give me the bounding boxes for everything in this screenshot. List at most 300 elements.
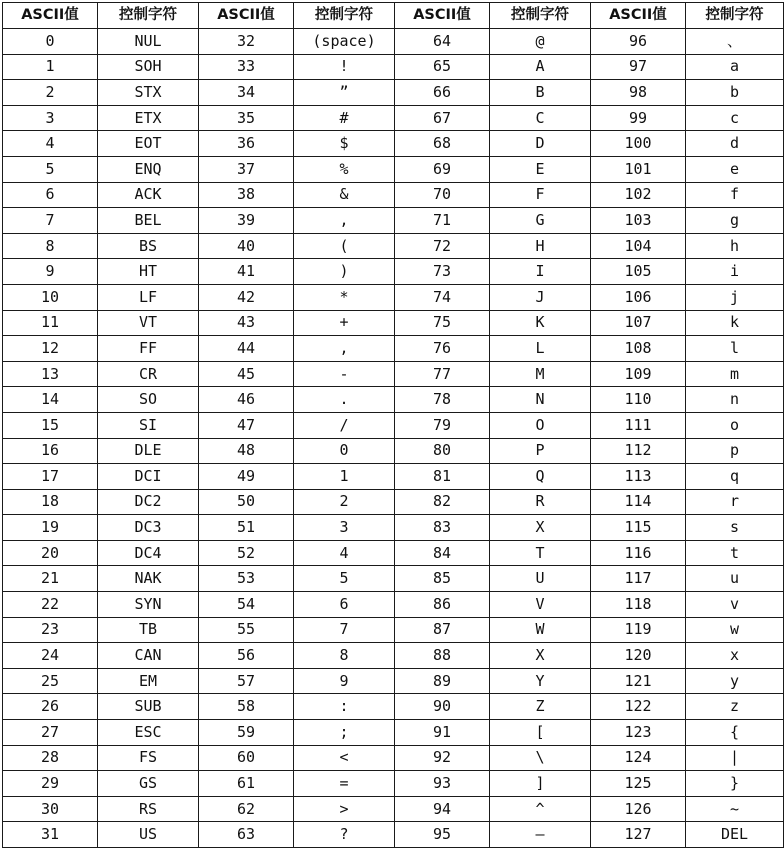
ascii-value-cell: 103 xyxy=(591,208,686,234)
ascii-value-cell: 80 xyxy=(395,438,490,464)
ascii-value-cell: 32 xyxy=(199,29,294,55)
ascii-value-cell: 44 xyxy=(199,336,294,362)
char-cell: > xyxy=(294,796,395,822)
char-cell: ENQ xyxy=(98,156,199,182)
ascii-value-cell: 109 xyxy=(591,361,686,387)
char-cell: (space) xyxy=(294,29,395,55)
char-cell: 、 xyxy=(686,29,784,55)
ascii-value-cell: 45 xyxy=(199,361,294,387)
ascii-value-cell: 86 xyxy=(395,592,490,618)
char-cell: NUL xyxy=(98,29,199,55)
ascii-value-cell: 5 xyxy=(3,156,98,182)
ascii-value-cell: 97 xyxy=(591,54,686,80)
header-ascii-value: ASCII值 xyxy=(199,3,294,29)
char-cell: 0 xyxy=(294,438,395,464)
char-cell: m xyxy=(686,361,784,387)
ascii-value-cell: 114 xyxy=(591,489,686,515)
ascii-value-cell: 0 xyxy=(3,29,98,55)
char-cell: 3 xyxy=(294,515,395,541)
char-cell: 7 xyxy=(294,617,395,643)
char-cell: h xyxy=(686,233,784,259)
char-cell: SYN xyxy=(98,592,199,618)
char-cell: B xyxy=(490,80,591,106)
ascii-value-cell: 51 xyxy=(199,515,294,541)
ascii-value-cell: 83 xyxy=(395,515,490,541)
ascii-value-cell: 18 xyxy=(3,489,98,515)
ascii-value-cell: 100 xyxy=(591,131,686,157)
char-cell: Z xyxy=(490,694,591,720)
char-cell: e xyxy=(686,156,784,182)
char-cell: — xyxy=(490,822,591,848)
table-row xyxy=(3,29,784,55)
ascii-value-cell: 105 xyxy=(591,259,686,285)
char-cell: ACK xyxy=(98,182,199,208)
char-cell: q xyxy=(686,464,784,490)
ascii-value-cell: 124 xyxy=(591,745,686,771)
header-control-char: 控制字符 xyxy=(98,3,199,29)
ascii-value-cell: 79 xyxy=(395,412,490,438)
ascii-value-cell: 75 xyxy=(395,310,490,336)
ascii-value-cell: 23 xyxy=(3,617,98,643)
char-cell: ] xyxy=(490,771,591,797)
ascii-value-cell: 2 xyxy=(3,80,98,106)
char-cell: GS xyxy=(98,771,199,797)
char-cell: v xyxy=(686,592,784,618)
char-cell: W xyxy=(490,617,591,643)
table-row xyxy=(3,233,784,259)
ascii-value-cell: 48 xyxy=(199,438,294,464)
char-cell: [ xyxy=(490,720,591,746)
table-row xyxy=(3,796,784,822)
table-row xyxy=(3,592,784,618)
header-control-char: 控制字符 xyxy=(490,3,591,29)
table-row xyxy=(3,720,784,746)
char-cell: DC3 xyxy=(98,515,199,541)
char-cell: A xyxy=(490,54,591,80)
ascii-value-cell: 7 xyxy=(3,208,98,234)
ascii-value-cell: 112 xyxy=(591,438,686,464)
ascii-value-cell: 8 xyxy=(3,233,98,259)
ascii-value-cell: 92 xyxy=(395,745,490,771)
char-cell: * xyxy=(294,284,395,310)
table-row xyxy=(3,412,784,438)
char-cell: Q xyxy=(490,464,591,490)
ascii-value-cell: 115 xyxy=(591,515,686,541)
char-cell: f xyxy=(686,182,784,208)
ascii-value-cell: 65 xyxy=(395,54,490,80)
char-cell: x xyxy=(686,643,784,669)
ascii-value-cell: 31 xyxy=(3,822,98,848)
char-cell: ? xyxy=(294,822,395,848)
char-cell: z xyxy=(686,694,784,720)
char-cell: 4 xyxy=(294,540,395,566)
char-cell: DC4 xyxy=(98,540,199,566)
table-row xyxy=(3,668,784,694)
ascii-value-cell: 110 xyxy=(591,387,686,413)
char-cell: i xyxy=(686,259,784,285)
char-cell: Y xyxy=(490,668,591,694)
char-cell: M xyxy=(490,361,591,387)
ascii-value-cell: 22 xyxy=(3,592,98,618)
ascii-value-cell: 26 xyxy=(3,694,98,720)
ascii-value-cell: 12 xyxy=(3,336,98,362)
ascii-value-cell: 81 xyxy=(395,464,490,490)
ascii-value-cell: 87 xyxy=(395,617,490,643)
char-cell: FF xyxy=(98,336,199,362)
ascii-value-cell: 122 xyxy=(591,694,686,720)
header-row xyxy=(3,3,784,29)
ascii-value-cell: 67 xyxy=(395,105,490,131)
ascii-value-cell: 27 xyxy=(3,720,98,746)
table-row xyxy=(3,438,784,464)
ascii-value-cell: 93 xyxy=(395,771,490,797)
char-cell: EM xyxy=(98,668,199,694)
ascii-value-cell: 73 xyxy=(395,259,490,285)
char-cell: k xyxy=(686,310,784,336)
char-cell: O xyxy=(490,412,591,438)
ascii-value-cell: 41 xyxy=(199,259,294,285)
char-cell: H xyxy=(490,233,591,259)
char-cell: t xyxy=(686,540,784,566)
ascii-value-cell: 74 xyxy=(395,284,490,310)
table-row xyxy=(3,515,784,541)
ascii-value-cell: 108 xyxy=(591,336,686,362)
ascii-value-cell: 88 xyxy=(395,643,490,669)
char-cell: U xyxy=(490,566,591,592)
ascii-value-cell: 116 xyxy=(591,540,686,566)
char-cell: @ xyxy=(490,29,591,55)
ascii-value-cell: 29 xyxy=(3,771,98,797)
char-cell: E xyxy=(490,156,591,182)
char-cell: c xyxy=(686,105,784,131)
ascii-value-cell: 28 xyxy=(3,745,98,771)
char-cell: R xyxy=(490,489,591,515)
table-body xyxy=(3,29,784,848)
char-cell: ” xyxy=(294,80,395,106)
char-cell: SO xyxy=(98,387,199,413)
ascii-value-cell: 60 xyxy=(199,745,294,771)
char-cell: BEL xyxy=(98,208,199,234)
ascii-value-cell: 107 xyxy=(591,310,686,336)
ascii-value-cell: 46 xyxy=(199,387,294,413)
ascii-value-cell: 121 xyxy=(591,668,686,694)
ascii-value-cell: 98 xyxy=(591,80,686,106)
char-cell: s xyxy=(686,515,784,541)
char-cell: 1 xyxy=(294,464,395,490)
char-cell: r xyxy=(686,489,784,515)
char-cell: DEL xyxy=(686,822,784,848)
char-cell: VT xyxy=(98,310,199,336)
ascii-value-cell: 35 xyxy=(199,105,294,131)
char-cell: US xyxy=(98,822,199,848)
char-cell: EOT xyxy=(98,131,199,157)
char-cell: < xyxy=(294,745,395,771)
ascii-value-cell: 64 xyxy=(395,29,490,55)
ascii-value-cell: 36 xyxy=(199,131,294,157)
ascii-value-cell: 95 xyxy=(395,822,490,848)
ascii-value-cell: 50 xyxy=(199,489,294,515)
char-cell: BS xyxy=(98,233,199,259)
ascii-value-cell: 10 xyxy=(3,284,98,310)
char-cell: 9 xyxy=(294,668,395,694)
ascii-value-cell: 49 xyxy=(199,464,294,490)
char-cell: w xyxy=(686,617,784,643)
ascii-value-cell: 76 xyxy=(395,336,490,362)
table-row xyxy=(3,361,784,387)
char-cell: o xyxy=(686,412,784,438)
char-cell: G xyxy=(490,208,591,234)
ascii-value-cell: 14 xyxy=(3,387,98,413)
char-cell: j xyxy=(686,284,784,310)
char-cell: n xyxy=(686,387,784,413)
char-cell: . xyxy=(294,387,395,413)
ascii-value-cell: 3 xyxy=(3,105,98,131)
ascii-value-cell: 55 xyxy=(199,617,294,643)
ascii-value-cell: 111 xyxy=(591,412,686,438)
ascii-value-cell: 72 xyxy=(395,233,490,259)
ascii-value-cell: 21 xyxy=(3,566,98,592)
char-cell: / xyxy=(294,412,395,438)
char-cell: , xyxy=(294,336,395,362)
ascii-value-cell: 47 xyxy=(199,412,294,438)
table-row xyxy=(3,566,784,592)
ascii-value-cell: 33 xyxy=(199,54,294,80)
char-cell: p xyxy=(686,438,784,464)
char-cell: u xyxy=(686,566,784,592)
ascii-value-cell: 99 xyxy=(591,105,686,131)
char-cell: , xyxy=(294,208,395,234)
char-cell: V xyxy=(490,592,591,618)
char-cell: SOH xyxy=(98,54,199,80)
char-cell: CAN xyxy=(98,643,199,669)
char-cell: RS xyxy=(98,796,199,822)
ascii-value-cell: 15 xyxy=(3,412,98,438)
ascii-value-cell: 37 xyxy=(199,156,294,182)
ascii-value-cell: 106 xyxy=(591,284,686,310)
header-ascii-value: ASCII值 xyxy=(3,3,98,29)
ascii-value-cell: 120 xyxy=(591,643,686,669)
ascii-value-cell: 89 xyxy=(395,668,490,694)
ascii-value-cell: 54 xyxy=(199,592,294,618)
table-row xyxy=(3,208,784,234)
ascii-value-cell: 127 xyxy=(591,822,686,848)
table-row xyxy=(3,105,784,131)
char-cell: TB xyxy=(98,617,199,643)
char-cell: L xyxy=(490,336,591,362)
ascii-value-cell: 24 xyxy=(3,643,98,669)
ascii-value-cell: 62 xyxy=(199,796,294,822)
table-row xyxy=(3,156,784,182)
ascii-value-cell: 101 xyxy=(591,156,686,182)
table-row xyxy=(3,540,784,566)
char-cell: b xyxy=(686,80,784,106)
char-cell: SI xyxy=(98,412,199,438)
table-row xyxy=(3,694,784,720)
char-cell: & xyxy=(294,182,395,208)
char-cell: CR xyxy=(98,361,199,387)
char-cell: % xyxy=(294,156,395,182)
ascii-value-cell: 63 xyxy=(199,822,294,848)
char-cell: NAK xyxy=(98,566,199,592)
table-row xyxy=(3,464,784,490)
table-row xyxy=(3,131,784,157)
ascii-value-cell: 94 xyxy=(395,796,490,822)
char-cell: { xyxy=(686,720,784,746)
ascii-value-cell: 119 xyxy=(591,617,686,643)
char-cell: I xyxy=(490,259,591,285)
char-cell: 6 xyxy=(294,592,395,618)
table-row xyxy=(3,310,784,336)
char-cell: \ xyxy=(490,745,591,771)
char-cell: X xyxy=(490,515,591,541)
char-cell: D xyxy=(490,131,591,157)
char-cell: P xyxy=(490,438,591,464)
ascii-value-cell: 38 xyxy=(199,182,294,208)
char-cell: ( xyxy=(294,233,395,259)
char-cell: STX xyxy=(98,80,199,106)
ascii-value-cell: 91 xyxy=(395,720,490,746)
header-control-char: 控制字符 xyxy=(686,3,784,29)
char-cell: X xyxy=(490,643,591,669)
table-header xyxy=(3,3,784,29)
char-cell: # xyxy=(294,105,395,131)
char-cell: SUB xyxy=(98,694,199,720)
char-cell: + xyxy=(294,310,395,336)
ascii-value-cell: 102 xyxy=(591,182,686,208)
table-row xyxy=(3,54,784,80)
ascii-value-cell: 70 xyxy=(395,182,490,208)
char-cell: FS xyxy=(98,745,199,771)
char-cell: y xyxy=(686,668,784,694)
char-cell: T xyxy=(490,540,591,566)
ascii-value-cell: 16 xyxy=(3,438,98,464)
char-cell: DCI xyxy=(98,464,199,490)
char-cell: } xyxy=(686,771,784,797)
char-cell: 8 xyxy=(294,643,395,669)
ascii-value-cell: 6 xyxy=(3,182,98,208)
ascii-value-cell: 78 xyxy=(395,387,490,413)
ascii-value-cell: 19 xyxy=(3,515,98,541)
ascii-value-cell: 82 xyxy=(395,489,490,515)
ascii-value-cell: 125 xyxy=(591,771,686,797)
char-cell: ETX xyxy=(98,105,199,131)
ascii-value-cell: 77 xyxy=(395,361,490,387)
ascii-value-cell: 113 xyxy=(591,464,686,490)
ascii-value-cell: 1 xyxy=(3,54,98,80)
ascii-value-cell: 85 xyxy=(395,566,490,592)
ascii-value-cell: 84 xyxy=(395,540,490,566)
ascii-value-cell: 53 xyxy=(199,566,294,592)
table-row xyxy=(3,489,784,515)
char-cell: | xyxy=(686,745,784,771)
char-cell: F xyxy=(490,182,591,208)
char-cell: d xyxy=(686,131,784,157)
ascii-value-cell: 68 xyxy=(395,131,490,157)
ascii-value-cell: 34 xyxy=(199,80,294,106)
char-cell: J xyxy=(490,284,591,310)
ascii-value-cell: 42 xyxy=(199,284,294,310)
ascii-value-cell: 118 xyxy=(591,592,686,618)
ascii-value-cell: 71 xyxy=(395,208,490,234)
table-row xyxy=(3,284,784,310)
char-cell: l xyxy=(686,336,784,362)
ascii-value-cell: 56 xyxy=(199,643,294,669)
char-cell: a xyxy=(686,54,784,80)
char-cell: N xyxy=(490,387,591,413)
ascii-value-cell: 69 xyxy=(395,156,490,182)
ascii-value-cell: 117 xyxy=(591,566,686,592)
ascii-value-cell: 30 xyxy=(3,796,98,822)
char-cell: ; xyxy=(294,720,395,746)
table-row xyxy=(3,822,784,848)
char-cell: = xyxy=(294,771,395,797)
char-cell: ) xyxy=(294,259,395,285)
char-cell: ~ xyxy=(686,796,784,822)
ascii-value-cell: 126 xyxy=(591,796,686,822)
char-cell: - xyxy=(294,361,395,387)
table-row xyxy=(3,336,784,362)
header-control-char: 控制字符 xyxy=(294,3,395,29)
ascii-value-cell: 11 xyxy=(3,310,98,336)
header-ascii-value: ASCII值 xyxy=(395,3,490,29)
ascii-value-cell: 40 xyxy=(199,233,294,259)
char-cell: : xyxy=(294,694,395,720)
ascii-value-cell: 20 xyxy=(3,540,98,566)
char-cell: DLE xyxy=(98,438,199,464)
header-ascii-value: ASCII值 xyxy=(591,3,686,29)
table-row xyxy=(3,745,784,771)
table-row xyxy=(3,387,784,413)
ascii-value-cell: 13 xyxy=(3,361,98,387)
ascii-value-cell: 25 xyxy=(3,668,98,694)
ascii-value-cell: 17 xyxy=(3,464,98,490)
ascii-value-cell: 52 xyxy=(199,540,294,566)
table-row xyxy=(3,617,784,643)
char-cell: 5 xyxy=(294,566,395,592)
char-cell: 2 xyxy=(294,489,395,515)
table-row xyxy=(3,771,784,797)
ascii-value-cell: 104 xyxy=(591,233,686,259)
ascii-value-cell: 96 xyxy=(591,29,686,55)
table-row xyxy=(3,182,784,208)
ascii-value-cell: 43 xyxy=(199,310,294,336)
ascii-value-cell: 66 xyxy=(395,80,490,106)
char-cell: HT xyxy=(98,259,199,285)
ascii-value-cell: 4 xyxy=(3,131,98,157)
char-cell: ^ xyxy=(490,796,591,822)
char-cell: LF xyxy=(98,284,199,310)
char-cell: K xyxy=(490,310,591,336)
char-cell: g xyxy=(686,208,784,234)
ascii-value-cell: 123 xyxy=(591,720,686,746)
ascii-value-cell: 58 xyxy=(199,694,294,720)
ascii-value-cell: 90 xyxy=(395,694,490,720)
ascii-value-cell: 9 xyxy=(3,259,98,285)
char-cell: ESC xyxy=(98,720,199,746)
ascii-value-cell: 59 xyxy=(199,720,294,746)
char-cell: ! xyxy=(294,54,395,80)
char-cell: DC2 xyxy=(98,489,199,515)
table-row xyxy=(3,259,784,285)
ascii-table xyxy=(2,2,784,848)
ascii-value-cell: 39 xyxy=(199,208,294,234)
char-cell: $ xyxy=(294,131,395,157)
table-row xyxy=(3,80,784,106)
table-row xyxy=(3,643,784,669)
char-cell: C xyxy=(490,105,591,131)
ascii-value-cell: 57 xyxy=(199,668,294,694)
ascii-value-cell: 61 xyxy=(199,771,294,797)
